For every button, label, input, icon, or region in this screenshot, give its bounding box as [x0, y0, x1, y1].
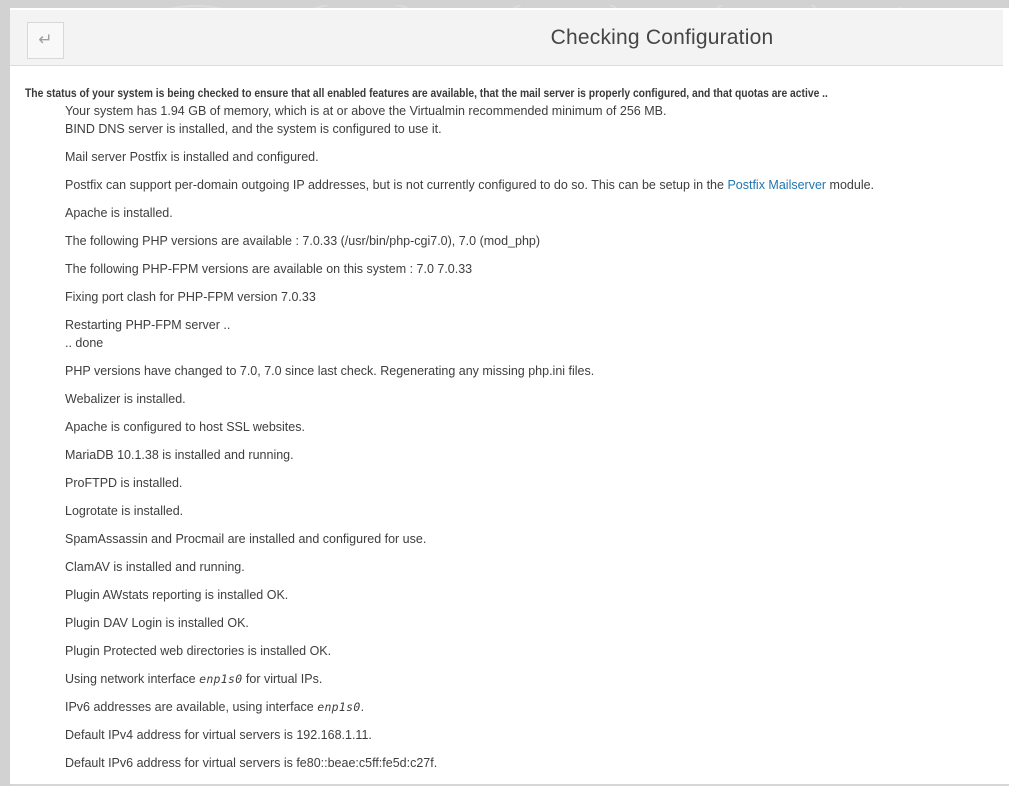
status-line-postfix-ip — [65, 176, 1009, 194]
status-line-php-fpm-versions: The following PHP-FPM versions are available on this system : 7.0 7.0.33 — [65, 262, 473, 276]
status-line-plugin-protected-dirs: Plugin Protected web directories is installed OK. — [65, 644, 332, 658]
status-line-default-ipv4: Default IPv4 address for virtual servers is 192.168.1.11. — [65, 728, 372, 742]
status-text: Using network interface — [65, 672, 200, 686]
status-line-apache-ssl: Apache is configured to host SSL websites. — [65, 420, 305, 434]
status-text: Postfix can support per-domain outgoing IP addresses, but is not currently configured to do so. This can be setup in the — [65, 178, 728, 192]
status-line-fpm-restart-done: .. done — [65, 336, 104, 350]
postfix-mailserver-link[interactable]: Postfix Mailserver — [727, 178, 827, 192]
status-line-php-changed: PHP versions have changed to 7.0, 7.0 since last check. Regenerating any missing php.ini files. — [65, 364, 595, 378]
status-text: for virtual IPs. — [242, 672, 323, 686]
status-line-spamassassin: SpamAssassin and Procmail are installed and configured for use. — [65, 532, 427, 546]
cropped-script-watermark — [0, 5, 1009, 8]
interface-name-code: enp1s0 — [317, 700, 361, 714]
status-line-fpm-restart: Restarting PHP-FPM server .. — [65, 318, 231, 332]
status-line-bind-dns: BIND DNS server is installed, and the system is configured to use it. — [65, 122, 442, 136]
status-line-plugin-dav: Plugin DAV Login is installed OK. — [65, 616, 249, 630]
status-text: module. — [826, 178, 875, 192]
status-line-apache: Apache is installed. — [65, 206, 173, 220]
status-line-network-interface — [65, 670, 1009, 688]
status-line-default-ipv6: Default IPv6 address for virtual servers is fe80::beae:c5ff:fe5d:c27f. — [65, 756, 438, 770]
page-title: Checking Configuration — [550, 25, 774, 49]
status-line-logrotate: Logrotate is installed. — [65, 504, 184, 518]
interface-name-code: enp1s0 — [199, 672, 243, 686]
status-line-plugin-awstats: Plugin AWstats reporting is installed OK. — [65, 588, 289, 602]
status-text: IPv6 addresses are available, using interface — [65, 700, 318, 714]
status-line-port-clash: Fixing port clash for PHP-FPM version 7.0.33 — [65, 290, 316, 304]
status-text: . — [360, 700, 365, 714]
status-line-ipv6-interface — [65, 698, 1009, 716]
status-line-clamav: ClamAV is installed and running. — [65, 560, 245, 574]
status-line-mariadb: MariaDB 10.1.38 is installed and running. — [65, 448, 294, 462]
status-line-webalizer: Webalizer is installed. — [65, 392, 186, 406]
status-line-php-versions: The following PHP versions are available : 7.0.33 (/usr/bin/php-cgi7.0), 7.0 (mod_php) — [65, 234, 541, 248]
top-strip — [0, 0, 1009, 8]
back-button[interactable] — [27, 22, 64, 59]
status-line-postfix: Mail server Postfix is installed and configured. — [65, 150, 319, 164]
status-line-memory: Your system has 1.94 GB of memory, which is at or above the Virtualmin recommended minimum of 256 MB. — [65, 104, 667, 118]
page-header — [10, 10, 1003, 66]
return-arrow-icon: ↵ — [38, 30, 53, 50]
left-gutter — [0, 0, 10, 786]
status-summary: The status of your system is being checked to ensure that all enabled features are available, that the mail server is properly configured, and that quotas are active .. — [25, 86, 828, 100]
status-report — [10, 66, 1009, 782]
status-line-proftpd: ProFTPD is installed. — [65, 476, 183, 490]
